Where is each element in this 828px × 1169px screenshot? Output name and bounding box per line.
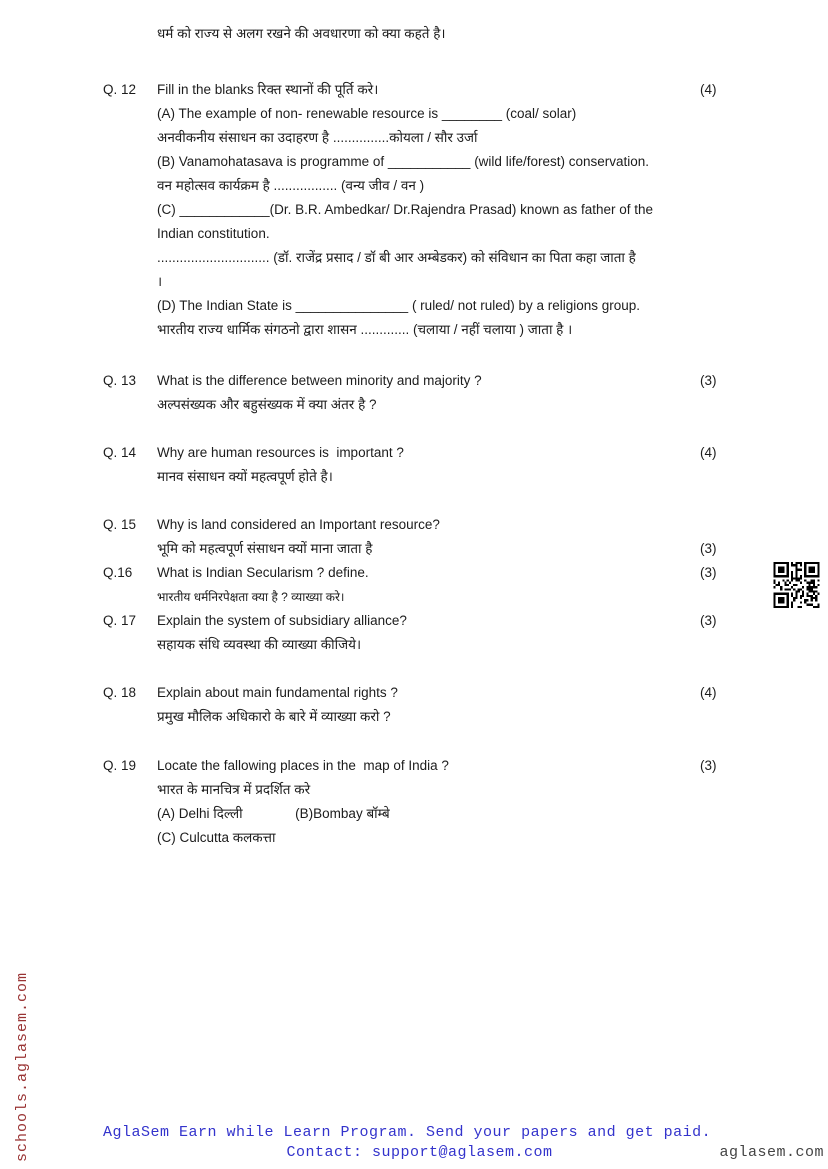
- question-text-block: [157, 369, 702, 417]
- question-line: (C) Culcutta कलकत्ता: [157, 830, 276, 845]
- question-line: भारतीय राज्य धार्मिक संगठनो द्वारा शासन ............. (चलाया / नहीं चलाया ) जाता है ।: [157, 322, 573, 337]
- footer-site-link[interactable]: aglasem.com: [719, 1144, 824, 1161]
- question-line: .............................. (डॉ. राजेंद्र प्रसाद / डॉ बी आर अम्बेडकर) को संविधान का पिता कहा जाता है: [157, 250, 636, 265]
- question-text-block: [157, 513, 702, 561]
- question-row: [0, 609, 828, 657]
- question-number: Q. 18: [103, 685, 137, 700]
- question-line: Locate the fallowing places in the map of India ?: [157, 758, 449, 773]
- question-marks: (3): [700, 373, 717, 388]
- question-row: [0, 513, 828, 561]
- question-line: ।: [157, 274, 163, 289]
- question-row: [0, 754, 828, 850]
- question-line: (A) The example of non- renewable resource is ________ (coal/ solar): [157, 106, 577, 121]
- question-text-block: [157, 561, 702, 609]
- question-line: भारत के मानचित्र में प्रदर्शित करे: [157, 782, 311, 797]
- question-marks: (4): [700, 445, 717, 460]
- question-marks: (3): [700, 565, 717, 580]
- question-line: (A) Delhi दिल्ली (B)Bombay बॉम्बे: [157, 806, 390, 821]
- question-marks: (4): [700, 82, 717, 97]
- question-row: [0, 441, 828, 489]
- question-line: What is the difference between minority and majority ?: [157, 373, 482, 388]
- question-line: भूमि को महत्वपूर्ण संसाधन क्यों माना जाता है: [157, 541, 373, 556]
- question-text-block: [157, 609, 702, 657]
- question-paper-content: [0, 22, 828, 850]
- question-line: Fill in the blanks रिक्त स्थानों की पूर्ति करे।: [157, 82, 379, 97]
- question-row: [0, 78, 828, 342]
- footer-banner: [103, 1123, 736, 1163]
- footer-program-text: AglaSem Earn while Learn Program. Send your papers and get paid.: [103, 1124, 712, 1141]
- question-number: Q.16: [103, 565, 133, 580]
- question-line: (B) Vanamohatasava is programme of ___________ (wild life/forest) conservation.: [157, 154, 650, 169]
- question-line: Why is land considered an Important resource?: [157, 517, 440, 532]
- footer-contact-email[interactable]: Contact: support@aglasem.com: [286, 1144, 553, 1161]
- previous-question-continuation: धर्म को राज्य से अलग रखने की अवधारणा को क्या कहते है।: [157, 26, 446, 41]
- question-line: अल्पसंख्यक और बहुसंख्यक में क्या अंतर है ?: [157, 397, 377, 412]
- question-line: (C) ____________(Dr. B.R. Ambedkar/ Dr.Rajendra Prasad) known as father of the: [157, 202, 654, 217]
- question-line: सहायक संधि व्यवस्था की व्याख्या कीजिये।: [157, 637, 362, 652]
- question-row: [0, 369, 828, 417]
- question-line: (D) The Indian State is _______________ ( ruled/ not ruled) by a religions group.: [157, 298, 641, 313]
- question-text-block: [157, 681, 702, 729]
- question-list: [0, 78, 828, 850]
- question-number: Q. 12: [103, 82, 137, 97]
- question-line: भारतीय धर्मनिरपेक्षता क्या है ? व्याख्या करे।: [157, 590, 345, 604]
- question-number: Q. 17: [103, 613, 137, 628]
- question-line: वन महोत्सव कार्यक्रम है ................. (वन्य जीव / वन ): [157, 178, 425, 193]
- question-marks: (3): [700, 758, 717, 773]
- qr-code-svg: [773, 562, 820, 608]
- question-text-block: [157, 78, 702, 342]
- vertical-watermark-schools-aglasem: schools.aglasem.com: [14, 971, 31, 1162]
- question-line: अनवीकनीय संसाधन का उदाहरण है ...............कोयला / सौर उर्जा: [157, 130, 478, 145]
- question-marks: (3): [700, 541, 717, 556]
- question-line: What is Indian Secularism ? define.: [157, 565, 369, 580]
- question-line: प्रमुख मौलिक अधिकारो के बारे में व्याख्या करो ?: [157, 709, 391, 724]
- question-number: Q. 14: [103, 445, 137, 460]
- question-line: Explain the system of subsidiary alliance?: [157, 613, 407, 628]
- question-line: Why are human resources is important ?: [157, 445, 404, 460]
- question-number: Q. 15: [103, 517, 137, 532]
- qr-code-icon: [773, 562, 820, 608]
- question-line: Explain about main fundamental rights ?: [157, 685, 398, 700]
- question-marks: (4): [700, 685, 717, 700]
- question-text-block: [157, 441, 702, 489]
- question-row: [0, 681, 828, 729]
- question-text-block: [157, 754, 702, 850]
- question-marks: (3): [700, 613, 717, 628]
- question-number: Q. 13: [103, 373, 137, 388]
- question-row: [0, 561, 828, 609]
- question-number: Q. 19: [103, 758, 137, 773]
- question-line: मानव संसाधन क्यों महत्वपूर्ण होते है।: [157, 469, 333, 484]
- question-line: Indian constitution.: [157, 226, 270, 241]
